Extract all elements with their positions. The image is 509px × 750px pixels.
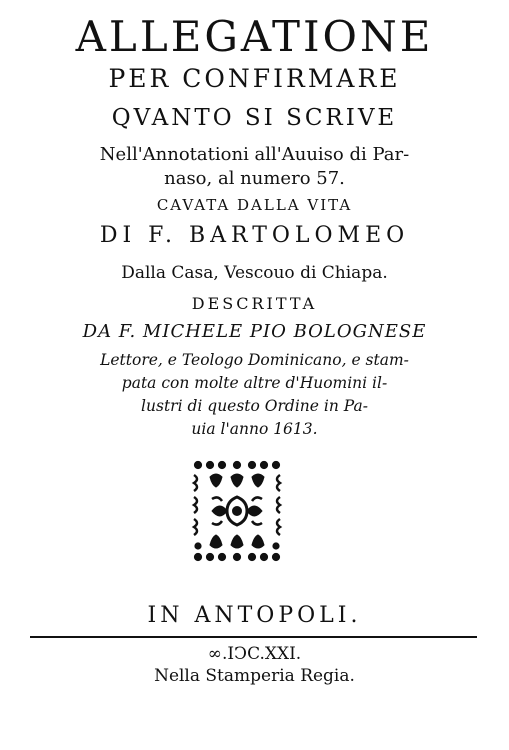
title-line-5: naso, al numero 57. — [164, 168, 345, 189]
imprint-printer: Nella Stamperia Regia. — [154, 666, 355, 686]
author-line-2: pata con molte altre d'Huomini il- — [121, 374, 388, 392]
ornament-right-col — [273, 475, 280, 549]
ornament-center — [212, 497, 262, 525]
author-descritta: DESCRITTA — [191, 294, 318, 313]
title-line-1: ALLEGATIONE — [75, 12, 434, 61]
author-name: DA F. MICHELE PIO BOLOGNESE — [82, 321, 427, 342]
imprint-rule — [30, 636, 477, 638]
author-line-3: lustri di questo Ordine in Pa- — [141, 397, 368, 415]
subtitle-cavata: CAVATA DALLA VITA — [156, 196, 353, 214]
author-line-1: Lettore, e Teologo Dominicano, e stam- — [100, 351, 409, 369]
subtitle-detail: Dalla Casa, Vescouo di Chiapa. — [121, 263, 388, 283]
title-line-4: Nell'Annotationi all'Auuiso di Par- — [99, 144, 410, 165]
ornament-top-row — [195, 462, 280, 469]
ornament-inner-row-bottom — [210, 535, 264, 548]
ornament-left-col — [194, 475, 201, 549]
title-line-2: PER CONFIRMARE — [108, 64, 401, 93]
subtitle-name: DI F. BARTOLOMEO — [99, 223, 410, 248]
author-line-4: uia l'anno 1613. — [191, 420, 318, 438]
title-line-3: QVANTO SI SCRIVE — [111, 105, 398, 131]
imprint-place: IN ANTOPOLI. — [147, 603, 362, 628]
ornament-inner-row-top — [210, 474, 264, 487]
imprint-year: ∞.IↃC.XXI. — [207, 644, 302, 664]
printers-ornament-icon — [190, 459, 284, 563]
ornament-bottom-row — [195, 554, 280, 561]
